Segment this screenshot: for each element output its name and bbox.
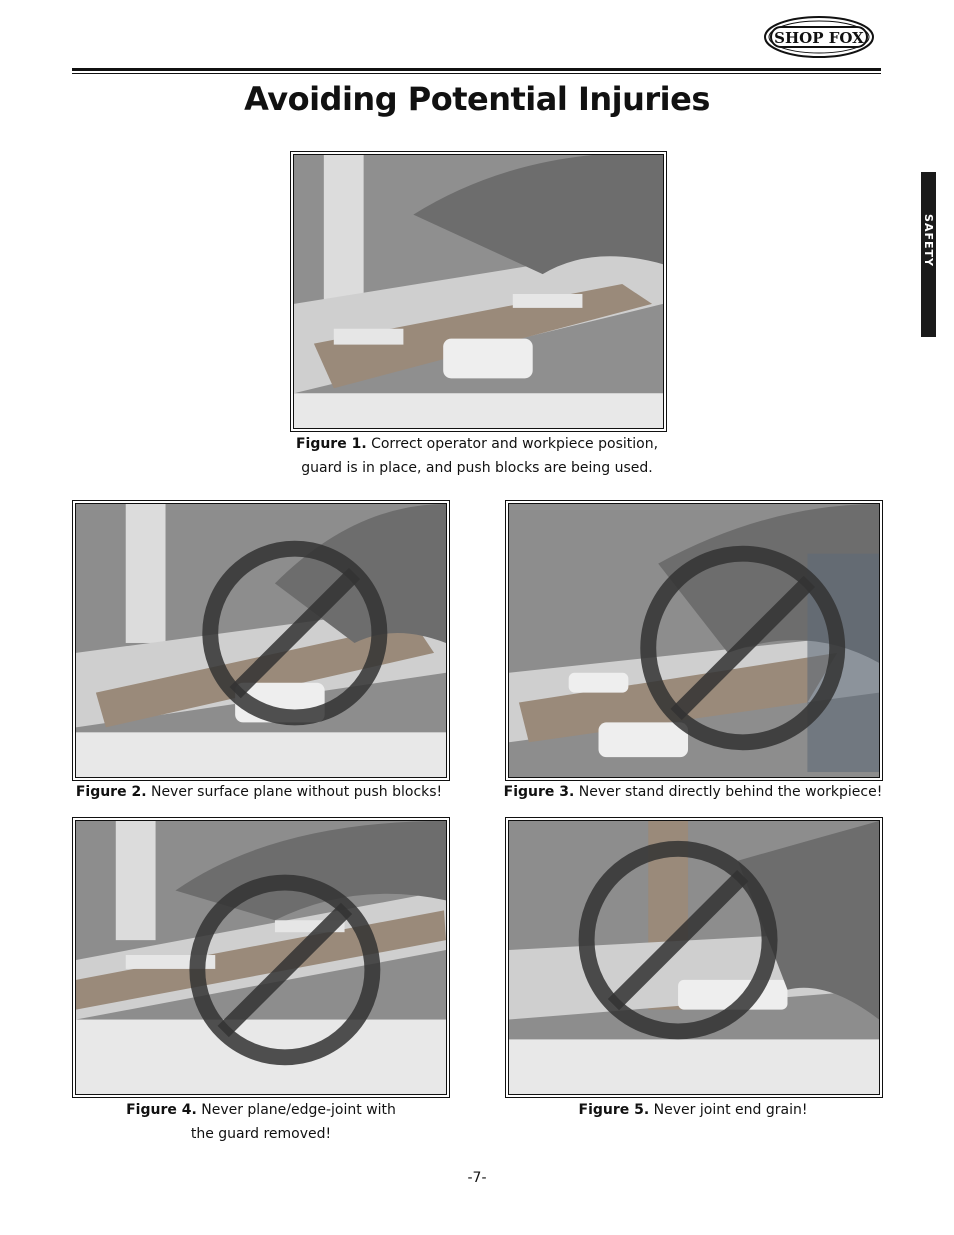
figure-4-photo <box>72 817 450 1098</box>
figure-4-text: Never plane/edge-joint with <box>196 1102 396 1118</box>
figure-2-photo <box>72 500 450 781</box>
figure-5-label: Figure 5. <box>578 1102 650 1118</box>
figure-5-photo <box>505 817 883 1098</box>
jointer-photo-placeholder <box>509 821 879 1094</box>
figure-3-label: Figure 3. <box>503 784 575 800</box>
header-rule-thin <box>72 73 881 74</box>
figure-1-photo <box>290 151 667 432</box>
figure-1-caption <box>250 432 704 480</box>
figure-4-text-line2: the guard removed! <box>190 1126 332 1142</box>
figure-5-caption <box>505 1098 881 1122</box>
page-title: Avoiding Potential Injuries <box>244 80 710 118</box>
figure-5-text: Never joint end grain! <box>649 1102 808 1118</box>
figure-4-caption <box>72 1098 450 1146</box>
shop-fox-logo <box>763 14 875 60</box>
jointer-photo-placeholder <box>509 504 879 777</box>
figure-2-label: Figure 2. <box>75 784 147 800</box>
page-number: -7- <box>467 1170 487 1186</box>
figure-3-photo <box>505 500 883 781</box>
side-tab <box>921 172 936 337</box>
jointer-photo-placeholder <box>76 821 446 1094</box>
header-rule <box>72 68 881 71</box>
figure-1-text: Correct operator and workpiece position, <box>366 436 659 452</box>
svg-text:SHOP FOX: SHOP FOX <box>774 29 864 47</box>
figure-3-caption <box>488 780 898 804</box>
jointer-photo-placeholder <box>76 504 446 777</box>
side-tab-label: SAFETY <box>922 214 935 267</box>
figure-2-text: Never surface plane without push blocks! <box>146 784 443 800</box>
figure-1-label: Figure 1. <box>295 436 367 452</box>
figure-2-caption <box>60 780 458 804</box>
figure-4-label: Figure 4. <box>126 1102 197 1118</box>
figure-1-text-line2: guard is in place, and push blocks are being used. <box>301 460 653 476</box>
jointer-photo-placeholder <box>294 155 663 428</box>
figure-3-text: Never stand directly behind the workpiece! <box>574 784 883 800</box>
